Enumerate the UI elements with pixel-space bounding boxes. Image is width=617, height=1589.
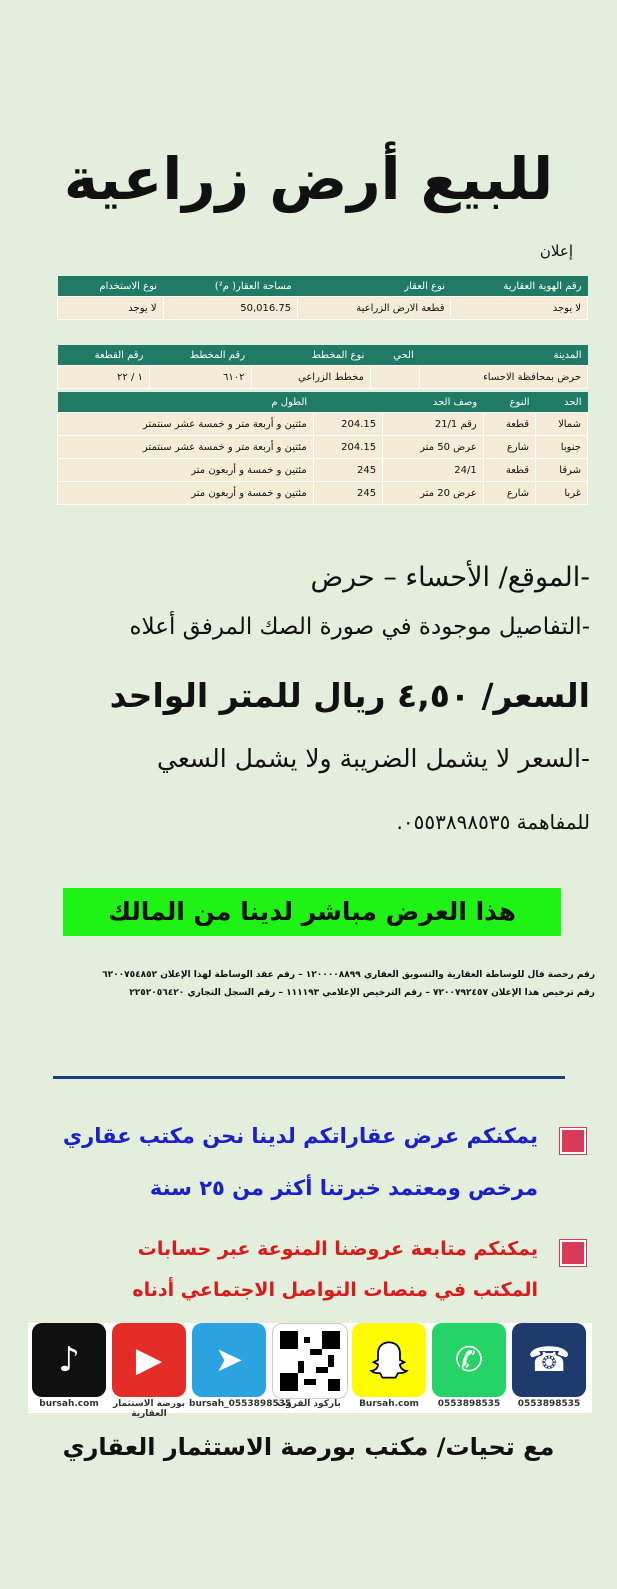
- social-caption: Bursah.com: [359, 1399, 419, 1409]
- table-cell: 245: [313, 482, 382, 505]
- promo-line: يمكنكم عرض عقاراتكم لدينا نحن مكتب عقاري: [62, 1124, 538, 1148]
- table-cell: 50,016.75: [163, 297, 298, 320]
- table-cell: 245: [313, 459, 382, 482]
- table-cell: عرض 50 متر: [383, 436, 484, 459]
- deed-table-borders: [57, 392, 588, 505]
- header-cell: وصف الحد: [383, 392, 484, 413]
- header-cell: رقم الهوية العقارية: [451, 276, 588, 297]
- table-cell: 24/1: [383, 459, 484, 482]
- social-caption: bursah_0553898535: [189, 1399, 292, 1409]
- table-cell: حرض بمحافظة الاحساء: [420, 366, 588, 389]
- tax-note: -السعر لا يشمل الضريبة ولا يشمل السعي: [156, 744, 590, 773]
- table-cell: [370, 366, 419, 389]
- divider: [53, 1076, 565, 1079]
- header-cell: رقم القطعة: [58, 345, 150, 366]
- header-cell: نوع العقار: [298, 276, 451, 297]
- table-cell: 204.15: [313, 436, 382, 459]
- price-text: السعر/ ٤,٥٠ ريال للمتر الواحد: [109, 676, 590, 715]
- promo-line: المكتب في منصات التواصل الاجتماعي أدناه: [132, 1279, 538, 1301]
- table-cell: لا يوجد: [58, 297, 164, 320]
- table-row: [58, 297, 588, 320]
- offer-banner: هذا العرض مباشر لدينا من المالك: [63, 888, 561, 936]
- table-cell: ٦١٠٢: [149, 366, 251, 389]
- table-cell: شمالا: [536, 413, 588, 436]
- tiktok-icon[interactable]: ♪: [32, 1323, 106, 1397]
- table-cell: مئتين و أربعة متر و خمسة عشر سنتمتر: [58, 413, 314, 436]
- telegram-icon[interactable]: ➤: [192, 1323, 266, 1397]
- table-row: [58, 366, 588, 389]
- ilan-label: إعلان: [539, 242, 573, 260]
- bullet-square-icon: [560, 1128, 586, 1154]
- contact-phone[interactable]: للمفاهمة ٠٥٥٣٨٩٨٥٣٥.: [396, 810, 590, 834]
- table-cell: مئتين و أربعة متر و خمسة عشر سنتمتر: [58, 436, 314, 459]
- deed-table-location: [57, 345, 588, 389]
- license-line: رقم ترخيص هذا الإعلان ٧٢٠٠٧٩٢٤٥٧ – رقم الترخيص الإعلامي ١١١١٩٣ – رقم السجل التجاري ٢٢٥٢٠٥٦٤٢٠: [129, 988, 595, 998]
- phone-icon[interactable]: ☎: [512, 1323, 586, 1397]
- social-caption: باركود القروب: [277, 1399, 341, 1409]
- header-cell: مساحة العقار( م²): [163, 276, 298, 297]
- table-cell: مئتين و خمسة و أربعون متر: [58, 459, 314, 482]
- table-cell: لا يوجد: [451, 297, 588, 320]
- header-cell: الحي: [370, 345, 419, 366]
- table-cell: 204.15: [313, 413, 382, 436]
- social-caption: 0553898535: [437, 1399, 501, 1409]
- header-cell: نوع المخطط: [251, 345, 370, 366]
- promo-line: مرخص ومعتمد خبرتنا أكثر من ٢٥ سنة: [149, 1176, 538, 1200]
- header-cell: نوع الاستخدام: [58, 276, 164, 297]
- social-caption: بورصة الاستثمار العقارية: [112, 1399, 186, 1419]
- table-cell: قطعة الارض الزراعية: [298, 297, 451, 320]
- promo-line: يمكنكم متابعة عروضنا المنوعة عبر حسابات: [137, 1238, 538, 1260]
- table-row: [58, 413, 588, 436]
- header-cell: [313, 392, 382, 413]
- table-cell: عرض 20 متر: [383, 482, 484, 505]
- table-cell: غربا: [536, 482, 588, 505]
- table-cell: شارع: [483, 482, 535, 505]
- qr-code-icon[interactable]: [272, 1323, 348, 1399]
- table-cell: قطعة: [483, 459, 535, 482]
- header-cell: النوع: [483, 392, 535, 413]
- table-cell: مئتين و خمسة و أربعون متر: [58, 482, 314, 505]
- whatsapp-icon[interactable]: ✆: [432, 1323, 506, 1397]
- youtube-icon[interactable]: ▶: [112, 1323, 186, 1397]
- table-row: [58, 436, 588, 459]
- page-title: للبيع أرض زراعية: [63, 145, 554, 213]
- header-cell: رقم المخطط: [149, 345, 251, 366]
- bullet-square-icon: [560, 1240, 586, 1266]
- table-cell: جنوبا: [536, 436, 588, 459]
- footer-signature: مع تحيات/ مكتب بورصة الاستثمار العقاري: [62, 1433, 555, 1461]
- snapchat-icon[interactable]: [352, 1323, 426, 1397]
- table-cell: شارع: [483, 436, 535, 459]
- table-cell: قطعة: [483, 413, 535, 436]
- deed-table-property: [57, 276, 588, 320]
- table-cell: شرقا: [536, 459, 588, 482]
- location-text: -الموقع/ الأحساء – حرض: [310, 562, 590, 593]
- license-line: رقم رخصة فال للوساطة العقارية والتسويق العقاري ١٢٠٠٠٠٨٨٩٩ – رقم عقد الوساطة لهذا الإعلان ٦٢٠٠٧٥٤٨٥٢: [102, 970, 595, 980]
- header-cell: الطول م: [58, 392, 314, 413]
- table-cell: ١ / ٢٢: [58, 366, 150, 389]
- social-icons-row: [28, 1323, 592, 1419]
- header-cell: الحد: [536, 392, 588, 413]
- table-cell: رقم 21/1: [383, 413, 484, 436]
- table-row: [58, 482, 588, 505]
- table-row: [58, 459, 588, 482]
- header-cell: المدينة: [420, 345, 588, 366]
- table-cell: مخطط الزراعي: [251, 366, 370, 389]
- social-caption: 0553898535: [517, 1399, 581, 1409]
- details-note: -التفاصيل موجودة في صورة الصك المرفق أعلاه: [129, 614, 590, 640]
- social-caption: bursah.com: [39, 1399, 99, 1409]
